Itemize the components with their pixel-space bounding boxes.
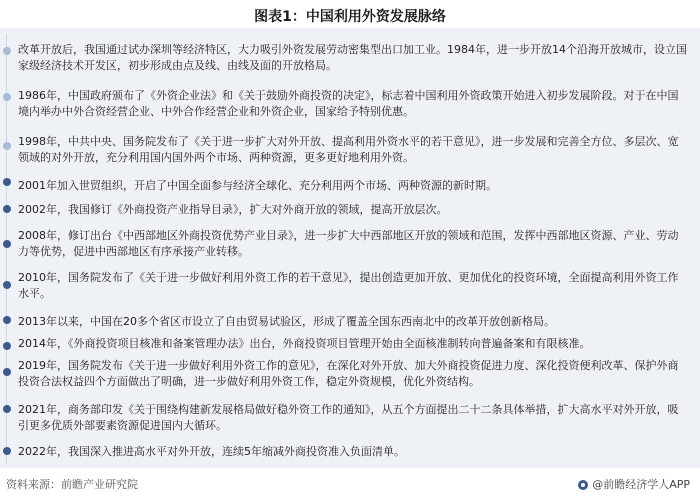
event-text: 1986年，中国政府颁布了《外资企业法》和《关于鼓励外商投资的决定》，标志着中国利用外资政策开始进入初步发展阶段。对于在中国境内举办中外合资经营企业、中外合作经营企业和外资企业，国家给予特别优惠。 <box>18 89 679 118</box>
brand-logo-icon <box>578 480 588 490</box>
timeline-event-1986 <box>0 88 700 120</box>
footer <box>0 470 700 494</box>
event-text: 2013年以来，中国在20多个省区市设立了自由贸易试验区，形成了覆盖全国东西南北中的改革开放创新格局。 <box>18 315 555 328</box>
event-text: 1998年，中共中央、国务院发布了《关于进一步扩大对外开放、提高利用外资水平的若干意见》，进一步发展和完善全方位、多层次、宽领域的对外开放，充分利用国内国外两个市场、两种资源，更多更好地利用外资。 <box>18 135 679 164</box>
event-text: 2014年，《外商投资项目核准和备案管理办法》出台，外商投资项目管理开始由全面核准制转向普遍备案和有限核准。 <box>18 337 591 350</box>
chart-title: 图表1：中国利用外资发展脉络 <box>254 9 446 25</box>
timeline-event-reform <box>0 42 700 74</box>
timeline-event-2013 <box>0 314 700 330</box>
timeline-event-1998 <box>0 134 700 166</box>
event-text: 2010年，国务院发布了《关于进一步做好利用外资工作的若干意见》，提出创造更加开放、更加优化的投资环境，全面提高利用外资工作水平。 <box>18 271 679 300</box>
timeline-event-2022 <box>0 444 700 460</box>
source-note: 资料来源：前瞻产业研究院 <box>6 478 138 491</box>
timeline-event-2010 <box>0 270 700 302</box>
event-text: 改革开放后，我国通过试办深圳等经济特区，大力吸引外资发展劳动密集型出口加工业。1984年，进一步开放14个沿海开放城市，设立国家级经济技术开发区，初步形成由点及线、由线及面的开放格局。 <box>18 43 687 72</box>
timeline-event-2014 <box>0 336 700 352</box>
event-text: 2002年，我国修订《外商投资产业指导目录》，扩大对外商开放的领域，提高开放层次。 <box>18 203 448 216</box>
brand-credit <box>578 476 690 492</box>
event-text: 2022年，我国深入推进高水平对外开放，连续5年缩减外商投资准入负面清单。 <box>18 445 405 458</box>
timeline-event-2002 <box>0 202 700 218</box>
timeline-event-2008 <box>0 228 700 260</box>
event-text: 2021年，商务部印发《关于围绕构建新发展格局做好稳外资工作的通知》，从五个方面提出二十二条具体举措，扩大高水平对外开放，吸引更多优质外部要素资源促进国内大循环。 <box>18 403 679 432</box>
event-text: 2001年加入世贸组织，开启了中国全面参与经济全球化、充分利用两个市场、两种资源的新时期。 <box>18 179 497 192</box>
timeline-event-2001 <box>0 178 700 194</box>
brand-text: @前瞻经济学人APP <box>592 478 690 491</box>
event-text: 2008年，修订出台《中西部地区外商投资优势产业目录》，进一步扩大中西部地区开放的领域和范围，发挥中西部地区资源、产业、劳动力等优势，促进中西部地区有序承接产业转移。 <box>18 229 679 258</box>
event-text: 2019年，国务院发布《关于进一步做好利用外资工作的意见》，在深化对外开放、加大外商投资促进力度、深化投资便利改革、保护外商投资合法权益四个方面做出了明确，进一步做好利用外资工作，稳定外资规模，优化外资结构。 <box>18 359 679 388</box>
timeline-event-2021 <box>0 402 700 434</box>
timeline-event-2019 <box>0 358 700 390</box>
